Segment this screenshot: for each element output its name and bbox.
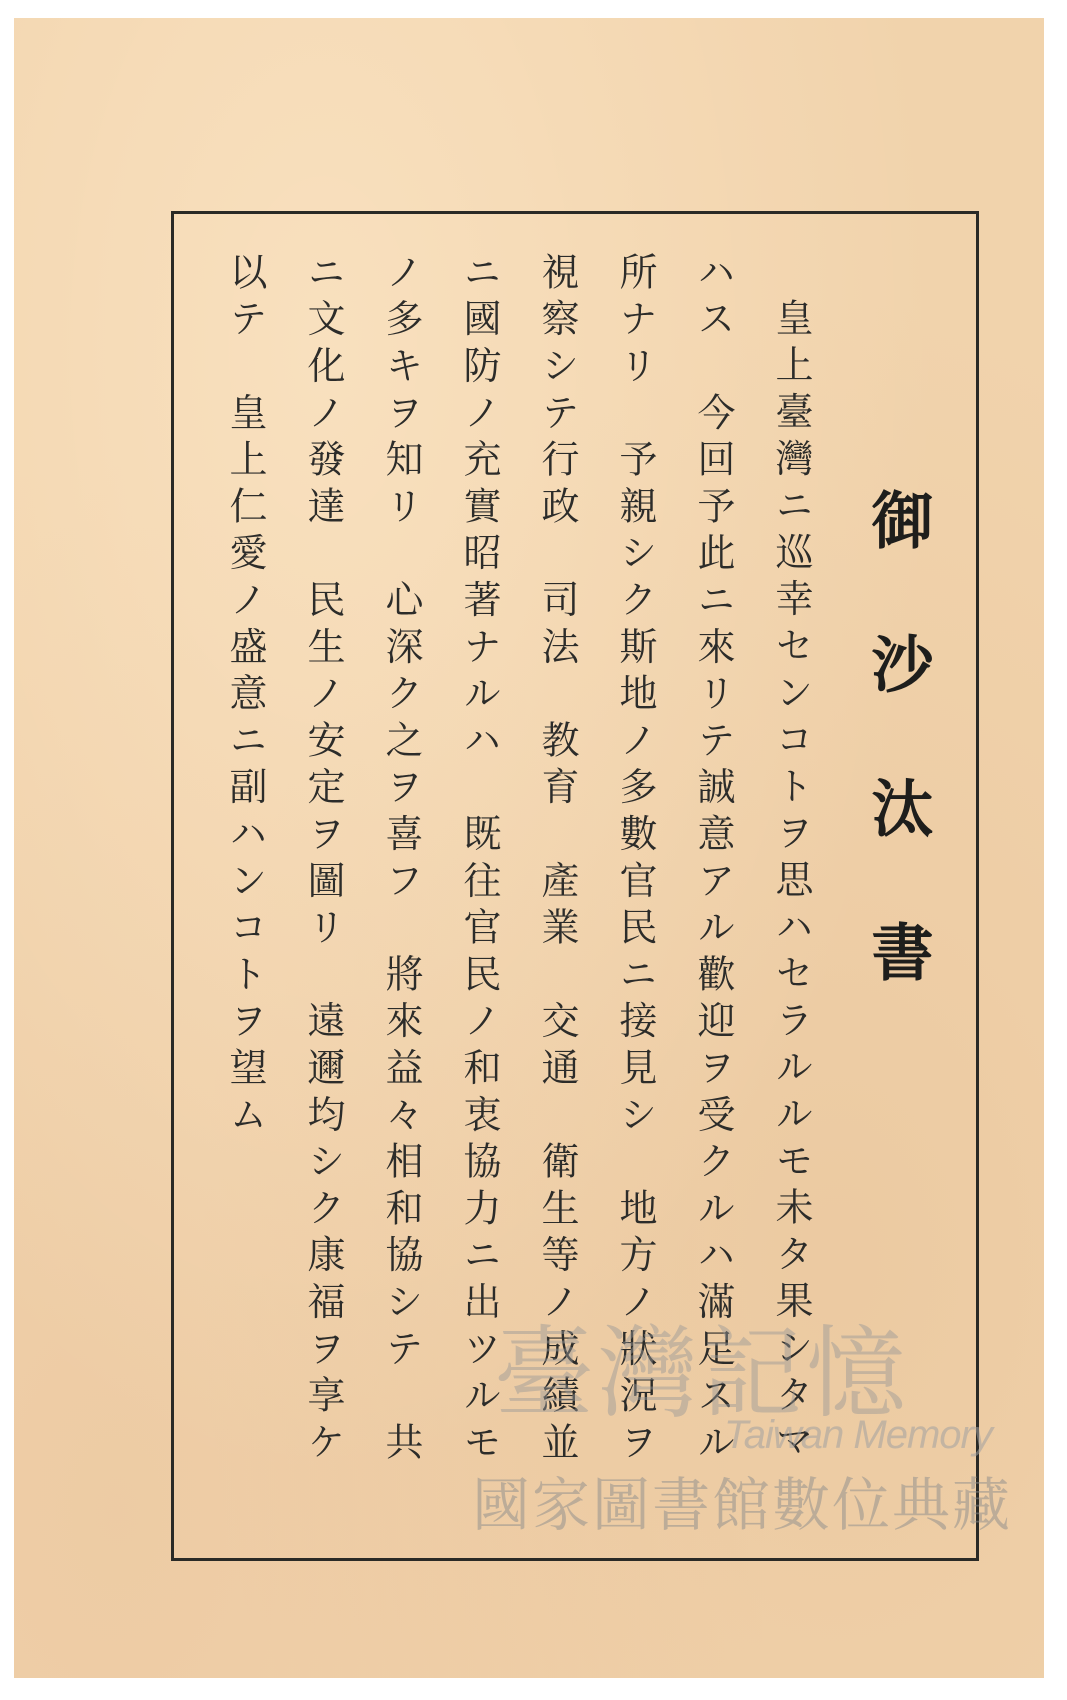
watermark-library: 國家圖書館數位典藏 [472,1473,1013,1538]
watermark-brand: 臺灣記憶 [494,1315,910,1432]
text-column-8: 以テ 皇上仁愛ノ盛意ニ副ハンコトヲ望ム [223,252,267,1142]
text-column-2: ハス 今回予此ニ來リテ誠意アル歡迎ヲ受クルハ滿足スル [691,252,735,1469]
document-title: 御沙汰書 [861,488,934,1064]
document-page [14,18,1044,1678]
text-column-4: 視察シテ行政 司法 教育 產業 交通 衛生等ノ成績並 [535,252,579,1469]
text-column-5: ニ國防ノ充實昭著ナルハ 既往官民ノ和衷協力ニ出ツルモ [457,252,501,1469]
text-column-7: ニ文化ノ發達 民生ノ安定ヲ圖リ 遠邇均シク康福ヲ享ケ [301,252,345,1469]
text-column-6: ノ多キヲ知リ 心深ク之ヲ喜フ 將來益々相和協シテ 共 [379,252,423,1469]
text-column-1: 皇上臺灣ニ巡幸センコトヲ思ハセラルルモ未タ果シタマ [769,298,813,1468]
text-column-3: 所ナリ 予親シク斯地ノ多數官民ニ接見シ 地方ノ狀況ヲ [613,252,657,1469]
watermark-brand-en: Taiwan Memory [724,1413,992,1457]
